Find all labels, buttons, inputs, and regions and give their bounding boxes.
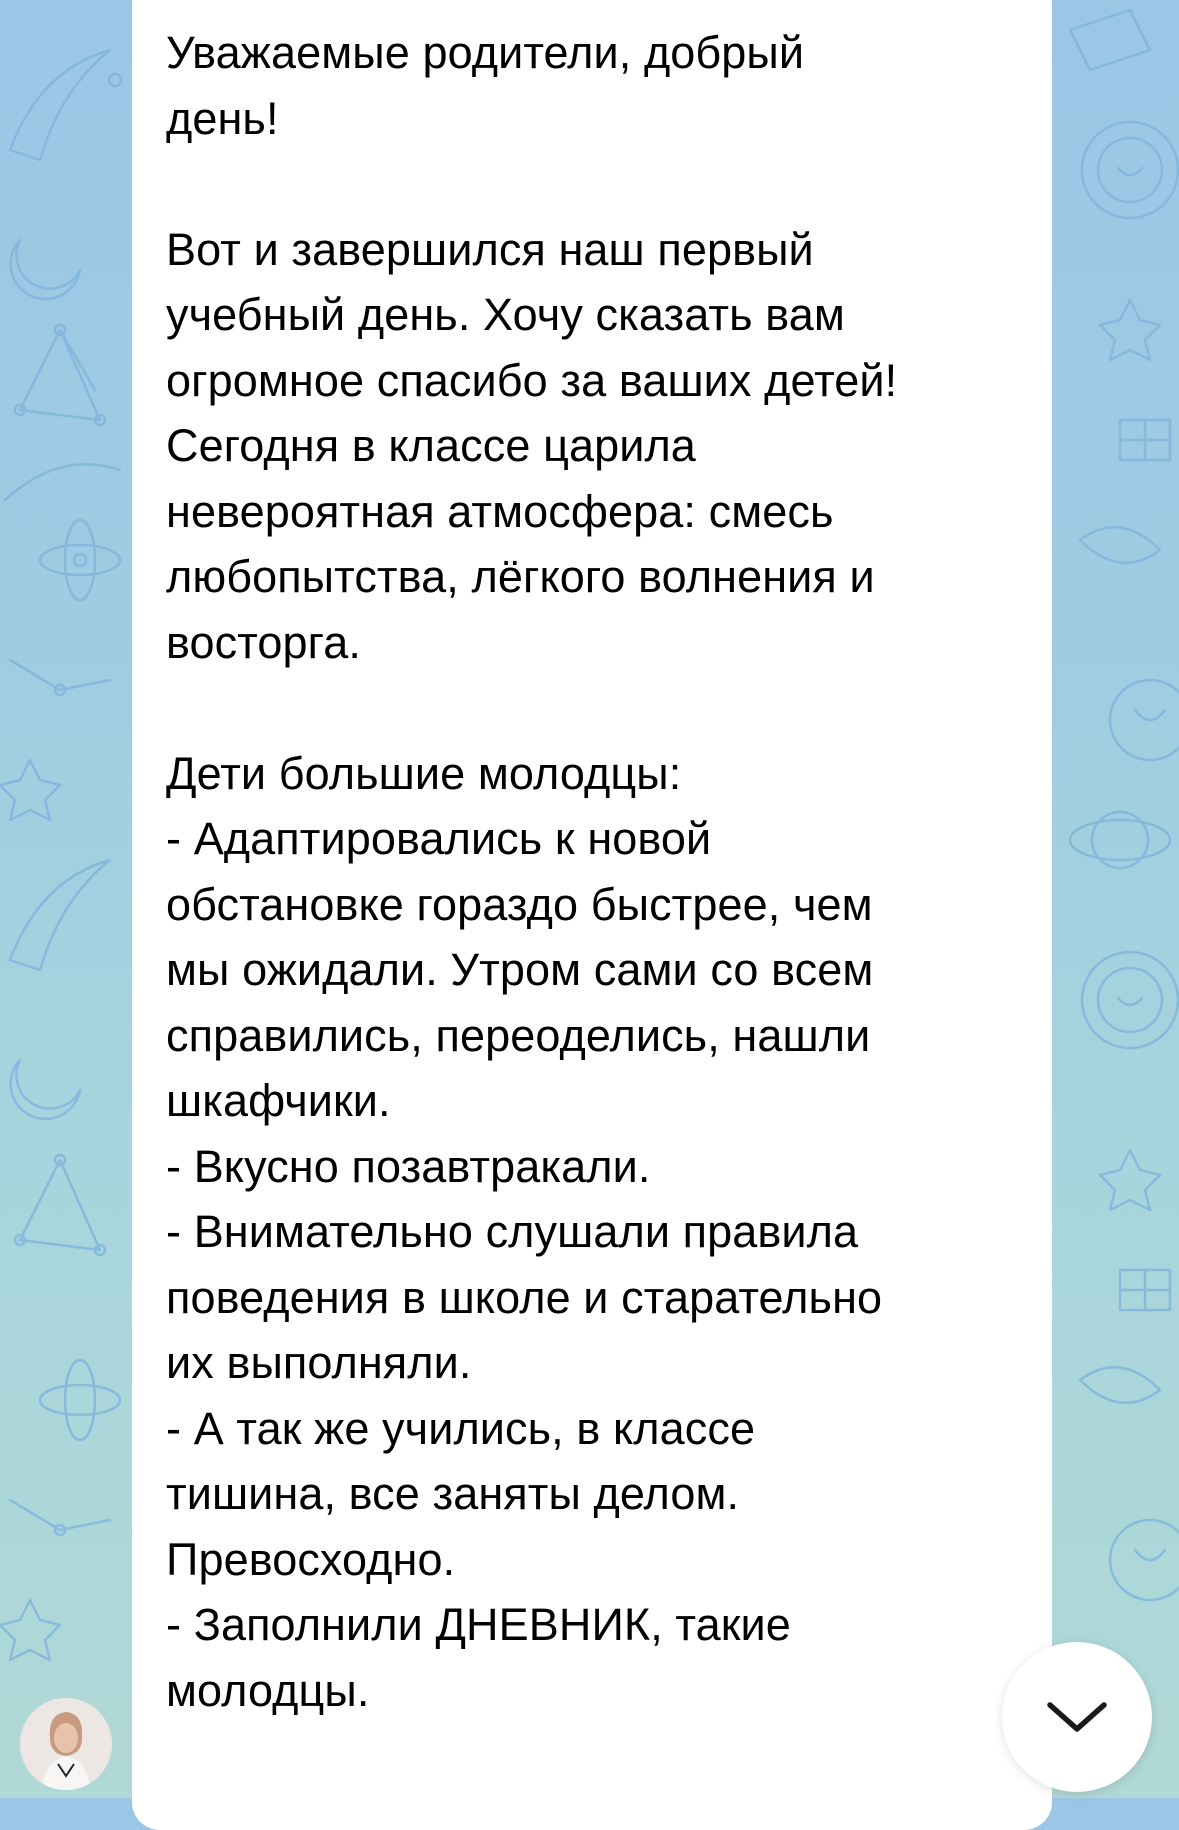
comet-doodle-1 [10, 50, 110, 160]
avatar-photo-icon [20, 1698, 112, 1790]
chevron-down-icon [1044, 1697, 1110, 1737]
rocket-doodle-1 [1070, 10, 1150, 70]
scroll-down-button[interactable] [1002, 1642, 1152, 1792]
moon-doodle-2 [11, 1060, 80, 1119]
message-text: Уважаемые родители, добрый день! Вот и завершился наш первый учебный день. Хочу сказать вам огромное спасибо за ваших детей! Сегодня в классе царила невероятная атмосфера: смесь любопытства, лёгкого волнения и восторга. Дети большие молодцы: - Адаптировались к новой обстановке гораздо быстрее, чем мы ожидали. Утром сами со всем справились, переоделись, нашли шкафчики. - Вкусно позавтракали. - Внимательно слушали правила поведения в школе и старательно их выполняли. - А так же учились, в классе тишина, все заняты делом. Превосходно. - Заполнили ДНЕВНИК, такие молодцы. [166, 27, 898, 1716]
planet-doodle [1070, 820, 1170, 860]
star-doodle-1 [0, 760, 60, 820]
comet-doodle-2 [10, 860, 110, 970]
message-bubble[interactable] [132, 0, 1052, 1830]
constellation-doodle-1 [20, 330, 100, 420]
moon-doodle-1 [11, 240, 80, 299]
sender-avatar[interactable] [20, 1698, 112, 1790]
